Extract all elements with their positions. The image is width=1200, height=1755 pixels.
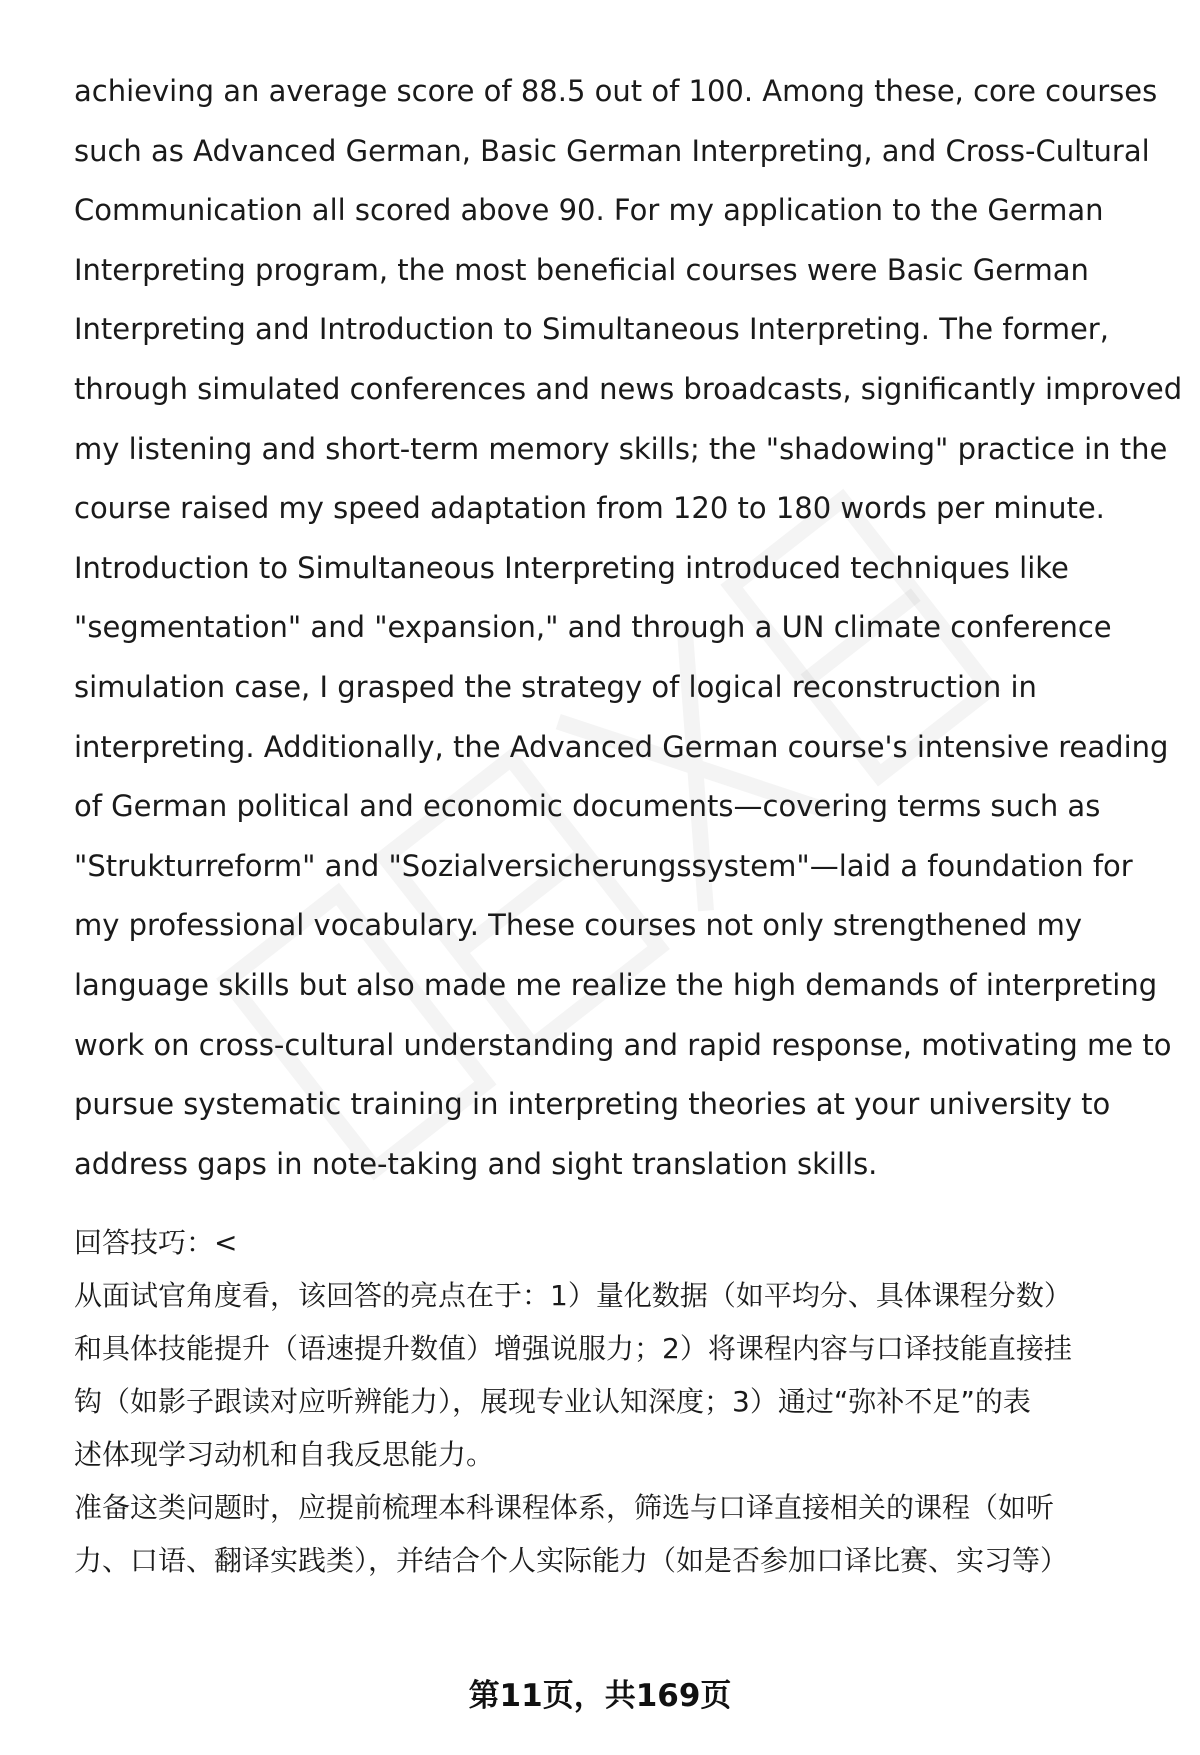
answer-line: course raised my speed adaptation from 120 to 180 words per minute. [74, 491, 1105, 526]
answer-paragraph [74, 62, 1183, 1194]
answer-line: achieving an average score of 88.5 out of 100. Among these, core courses [74, 74, 1158, 108]
answer-line: Interpreting and Introduction to Simultaneous Interpreting. The former, [74, 312, 1109, 347]
answer-tips-section [74, 1216, 1164, 1587]
tips-line: 准备这类问题时，应提前梳理本科课程体系，筛选与口译直接相关的课程（如听 [74, 1491, 1055, 1525]
answer-line: Interpreting program, the most beneficial courses were Basic German [74, 252, 1089, 287]
tips-line: 力、口语、翻译实践类），并结合个人实际能力（如是否参加口译比赛、实习等） [74, 1544, 1069, 1578]
answer-line: Communication all scored above 90. For my application to the German [74, 193, 1104, 228]
answer-line: interpreting. Additionally, the Advanced German course's intensive reading [74, 729, 1169, 764]
page-number-footer: 第11页，共169页 [468, 1678, 732, 1714]
tips-heading: 回答技巧：< [74, 1226, 238, 1260]
page-content [74, 62, 1183, 1587]
answer-line: address gaps in note-taking and sight translation skills. [74, 1146, 878, 1181]
answer-line: Introduction to Simultaneous Interpreting introduced techniques like [74, 550, 1069, 585]
answer-line: language skills but also made me realize the high demands of interpreting [74, 967, 1158, 1002]
tips-line: 钩（如影子跟读对应听辨能力），展现专业认知深度；3）通过“弥补不足”的表 [74, 1385, 1031, 1419]
answer-line: simulation case, I grasped the strategy of logical reconstruction in [74, 669, 1037, 704]
tips-line: 和具体技能提升（语速提升数值）增强说服力；2）将课程内容与口译技能直接挂 [74, 1332, 1072, 1366]
answer-line: such as Advanced German, Basic German Interpreting, and Cross-Cultural [74, 133, 1150, 168]
answer-line: my professional vocabulary. These courses not only strengthened my [74, 908, 1083, 943]
answer-line: pursue systematic training in interpreting theories at your university to [74, 1087, 1111, 1122]
answer-line: "segmentation" and "expansion," and through a UN climate conference [74, 610, 1112, 645]
tips-line: 述体现学习动机和自我反思能力。 [74, 1438, 495, 1472]
answer-line: through simulated conferences and news broadcasts, significantly improved [74, 371, 1183, 406]
answer-line: my listening and short-term memory skills; the "shadowing" practice in the [74, 431, 1168, 466]
answer-line: work on cross-cultural understanding and rapid response, motivating me to [74, 1027, 1172, 1062]
answer-line: of German political and economic documents—covering terms such as [74, 789, 1101, 824]
tips-paragraph [74, 1269, 1164, 1587]
answer-line: "Strukturreform" and "Sozialversicherungssystem"—laid a foundation for [74, 848, 1133, 883]
tips-line: 从面试官角度看，该回答的亮点在于：1）量化数据（如平均分、具体课程分数） [74, 1279, 1072, 1313]
